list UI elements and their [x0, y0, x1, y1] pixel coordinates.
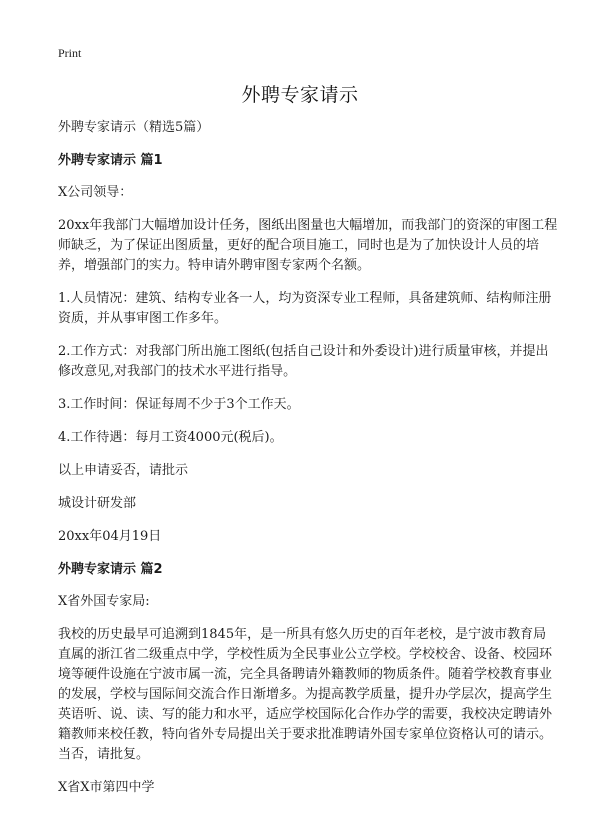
signature: 城设计研发部 [58, 496, 137, 511]
salutation: X省外国专家局: [58, 594, 150, 609]
paragraph: 2.工作方式：对我部门所出施工图纸(包括自己设计和外委设计)进行质量审核，并提出修改意见,对我部门的技术水平进行指导。 [58, 344, 549, 379]
document-title: 外聘专家请示 [241, 84, 359, 106]
paragraph: 我校的历史最早可追溯到1845年，是一所具有悠久历史的百年老校，是宁波市教育局直属的浙江省二级重点中学，学校性质为全民事业公立学校。学校校舍、设备、校园环境等硬件设施在宁波市属一流，完全具备聘请外籍教师的物质条件。随着学校教育事业的发展，学校与国际间交流合作日渐增多。为提高教学质量，提升办学层次，提高学生英语听、说、读、写的能力和水平，适应学校国际化合作办学的需要，我校决定聘请外籍教师来校任教，特向省外专局提出关于要求批准聘请外国专家单位资格认可的请示。当否，请批复。 [58, 627, 553, 762]
document-body [58, 118, 558, 811]
paragraph: 20xx年我部门大幅增加设计任务，图纸出图量也大幅增加，而我部门的资深的审图工程师缺乏，为了保证出图质量，更好的配合项目施工，同时也是为了加快设计人员的培养，增强部门的实力。特申请外聘审图专家两个名额。 [58, 218, 558, 273]
document-subtitle: 外聘专家请示（精选5篇） [58, 120, 210, 135]
section-heading: 外聘专家请示 篇2 [58, 562, 163, 577]
paragraph: 3.工作时间：保证每周不少于3个工作天。 [58, 397, 300, 412]
date: 20xx年04月19日 [58, 529, 162, 544]
paragraph: 4.工作待遇：每月工资4000元(税后)。 [58, 430, 283, 445]
section-heading: 外聘专家请示 篇1 [58, 153, 163, 168]
salutation: X公司领导： [58, 185, 133, 200]
signature: X省X市第四中学 [58, 780, 155, 795]
print-link[interactable]: Print [58, 46, 82, 60]
section-2 [58, 560, 558, 798]
paragraph: 1.人员情况：建筑、结构专业各一人，均为资深专业工程师，具备建筑师、结构师注册资质，并从事审图工作多年。 [58, 291, 552, 326]
closing-line: 以上申请妥否，请批示 [58, 463, 189, 478]
section-1 [58, 151, 558, 547]
